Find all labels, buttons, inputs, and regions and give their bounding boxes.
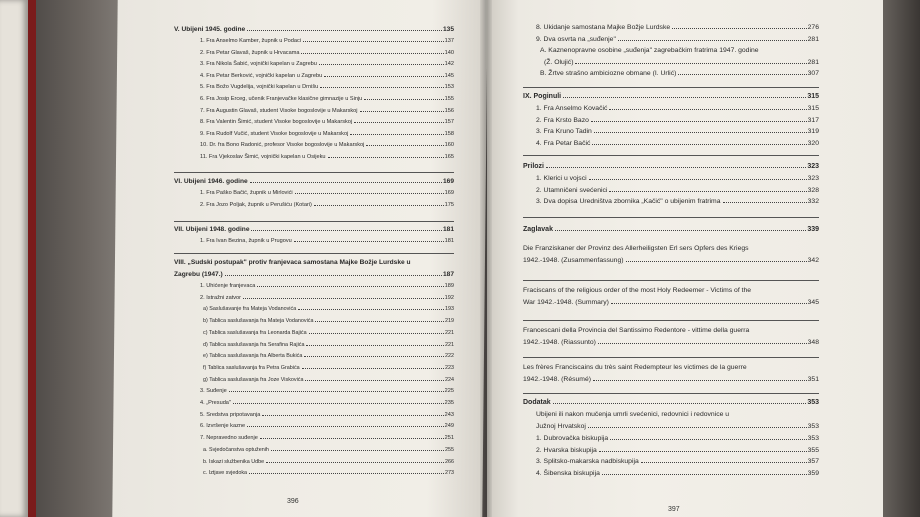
- toc-entry: [536, 198, 819, 205]
- entry-title: 5. Fra Božo Vugdelija, vojnički kapelan u Drnišu: [200, 84, 319, 91]
- page-ref: 225: [444, 388, 454, 395]
- section-title: Zagrebu (1947.): [174, 271, 223, 278]
- page-ref: 181: [442, 226, 454, 233]
- entry-title: 4. Fra Petar Berković, vojnički kapelan u Zagrebu: [200, 72, 323, 79]
- page-ref: 181: [444, 238, 454, 244]
- page-ref: 273: [445, 470, 454, 477]
- page-ref: 328: [807, 186, 819, 194]
- toc-entry: [536, 105, 819, 112]
- entry-title: 2. Utamničeni svećenici: [536, 186, 608, 194]
- separator: [523, 217, 819, 218]
- separator: [523, 87, 819, 88]
- entry-title: e) Tablica saslušavanja fra Alberta Bukića: [203, 353, 303, 360]
- entry-title: 3. Dva dopisa Uredništva zbornika „Kačić" o ubijenim fratrima: [536, 198, 721, 206]
- right-page-number: 397: [668, 506, 680, 513]
- entry-title: 3. Suđenje: [200, 388, 227, 395]
- page-ref: 165: [444, 154, 454, 160]
- page-ref: 221: [445, 329, 454, 336]
- dodatak-intro: [536, 423, 819, 430]
- summary-entry: [523, 299, 819, 306]
- entry-title: b. Iskazi službenika Udbe: [203, 458, 265, 465]
- summary-entry: [523, 376, 819, 383]
- toc-entry: [536, 175, 819, 182]
- page-ref: 320: [807, 139, 819, 147]
- section-title: Dodatak: [523, 399, 551, 406]
- entry-title: 2. Fra Krsto Bazo: [536, 116, 589, 124]
- entry-title: d) Tablica saslušavanja fra Serafina Rajića: [203, 341, 305, 348]
- page-ref: 169: [442, 178, 454, 185]
- page-ref: 266: [445, 458, 454, 465]
- page-ref: 221: [445, 341, 454, 348]
- section-title: VI. Ubijeni 1946. godine: [174, 178, 248, 185]
- toc-entry: [536, 140, 819, 147]
- page-ref: 251: [444, 435, 454, 442]
- summary-line: Les frères Franciscains du très saint Redempteur les victimes de la guerre: [523, 364, 747, 371]
- page-ref: 219: [445, 318, 454, 325]
- page-ref: 319: [807, 128, 819, 136]
- page-ref: 169: [444, 190, 454, 196]
- section-title: Prilozi: [523, 163, 545, 170]
- page-ref: 281: [807, 35, 819, 43]
- page-ref: 353: [807, 423, 819, 430]
- separator: [523, 280, 819, 281]
- page-ref: 155: [444, 96, 454, 102]
- page-ref: 339: [807, 226, 819, 233]
- section-title: VII. Ubijeni 1948. godine: [174, 226, 250, 233]
- page-ref: 353: [807, 435, 819, 442]
- entry-title: B. Žrtve strašno ambiciozne obmane (I. Urlić): [540, 70, 677, 77]
- toc-entry: [536, 447, 819, 454]
- entry-title: c. Iztjave svjedoka: [203, 470, 248, 477]
- page-ref: 359: [807, 469, 819, 477]
- page-ref: 345: [807, 299, 819, 306]
- page-ref: 342: [807, 257, 819, 264]
- page-ref: 189: [444, 283, 454, 289]
- page-ref: 187: [442, 271, 454, 278]
- entry-title: f) Tablica saslušavanja fra Petra Grabića: [203, 364, 300, 371]
- summary-entry: [523, 339, 819, 346]
- entry-title: 1. Klerici u vojsci: [536, 175, 587, 182]
- entry-title: 7. Fra Augustin Glavaš, student Visoke bogoslovije u Makarskoj: [200, 107, 358, 114]
- page-ref: 175: [444, 201, 454, 208]
- entry-title: 4. „Presuda": [200, 400, 231, 406]
- page-ref: 135: [442, 26, 454, 33]
- page-ref: 137: [444, 38, 454, 44]
- entry-title: a) Saslušavanje fra Mateja Vodanovića: [203, 306, 297, 313]
- page-ref: 140: [444, 49, 454, 56]
- toc-entry: [536, 117, 819, 124]
- entry-title: 1. Fra Anselmo Kovačić: [536, 105, 608, 112]
- page-ref: 142: [444, 61, 454, 68]
- toc-entry: [536, 458, 819, 465]
- page-ref: 193: [445, 306, 454, 313]
- entry-title: 8. Ukidanje samostana Majke Božje Lurdske: [536, 24, 671, 31]
- section-prilozi: [523, 163, 819, 170]
- entry-title: 8. Fra Valentin Šimić, student Visoke bogoslovije u Makarskoj: [200, 119, 353, 126]
- entry-title: 10. Dr. fra Bono Radonić, profesor Visoke bogoslovije u Makarskoj: [200, 142, 365, 149]
- page-ref: 353: [807, 399, 819, 406]
- entry-title: 5. Sredstva pripotavanja: [200, 411, 261, 418]
- entry-title: a. Svjedočanstva optuženih: [203, 446, 269, 453]
- entry-title: 1. Fra Anselmo Kamber, župnik u Podaci: [200, 38, 302, 44]
- entry-title: 3. Fra Kruno Tadin: [536, 128, 592, 136]
- page-ref: 355: [807, 446, 819, 454]
- entry-title: 3. Splitsko-makarska nadbiskupija: [536, 458, 639, 466]
- page-ref: 160: [444, 142, 454, 149]
- entry-title: 1. Fra Paško Bačić, župnik u Mirlovići: [200, 190, 293, 196]
- page-ref: 223: [445, 364, 454, 371]
- entry-title: (Ž. Olujić): [544, 58, 574, 66]
- summary-line: Fraciscans of the religious order of the most Holy Redeemer - Victims of the: [523, 287, 752, 294]
- toc-entry: [536, 128, 819, 135]
- toc-entry: [536, 435, 819, 442]
- entry-title: 1. Uhićenje franjevaca: [200, 283, 256, 289]
- entry-title: 6. Izvršenje kazne: [200, 423, 246, 430]
- entry-title: 2. Fra Petar Glavaš, župnik u Hrvacama: [200, 49, 300, 56]
- toc-entry: [536, 470, 819, 477]
- page-ref: 224: [445, 376, 454, 383]
- separator: [523, 393, 819, 394]
- entry-title: 7. Nepravedno suđenje: [200, 435, 258, 442]
- page-ref: 255: [445, 446, 454, 453]
- entry-title: b) Tablica saslušavanja fra Mateja Vodanovića: [203, 318, 314, 325]
- section-zaglavak: [523, 226, 819, 233]
- entry-title: g) Tablica saslušavanja fra Joze Viskovića: [203, 376, 304, 383]
- page-ref: 235: [444, 400, 454, 406]
- page-ref: 145: [444, 72, 454, 79]
- page-ref: 332: [807, 198, 819, 206]
- section-ix: [523, 93, 819, 100]
- entry-title: 1942.-1948. (Riassunto): [523, 339, 596, 346]
- left-page-number: 396: [287, 498, 299, 505]
- entry-title: 4. Fra Petar Bačić: [536, 139, 591, 147]
- toc-entry: [544, 59, 819, 66]
- entry-title: A. Kaznenopravne osobine „suđenja" zagrebačkim fratrima 1947. godine: [540, 47, 759, 54]
- toc-entry: [540, 70, 819, 77]
- entry-title: 2. Istražni zatvor: [200, 294, 242, 301]
- entry-title: 2. Fra Jozo Poljak, župnik u Perušiću (Kotari): [200, 201, 312, 208]
- entry-title: 3. Fra Nikola Šabić, vojnički kapelan u Zagrebu: [200, 61, 317, 68]
- section-viii-title: VIII. „Sudski postupak" protiv franjevaca samostana Majke Božje Lurdske u: [174, 259, 411, 266]
- page-ref: 315: [807, 105, 819, 112]
- section-dodatak: [523, 399, 819, 406]
- entry-title: 9. Dva osvrta na „suđenje": [536, 35, 616, 43]
- summary-line: Die Franziskaner der Provinz des Allerheiligsten Erl sers Opfers des Kriegs: [523, 245, 749, 252]
- page-ref: 323: [807, 175, 819, 182]
- toc-entry: [536, 36, 819, 43]
- entry-title: 4. Šibenska biskupija: [536, 469, 600, 477]
- page-ref: 281: [807, 58, 819, 66]
- summary-entry: [523, 257, 819, 264]
- section-title: Zaglavak: [523, 226, 553, 233]
- entry-title: 1942.-1948. (Zusammenfassung): [523, 257, 624, 264]
- page-ref: 249: [444, 423, 454, 430]
- page-ref: 351: [807, 376, 819, 383]
- page-ref: 243: [444, 411, 454, 418]
- entry-title: 9. Fra Rudolf Vučić, student Visoke bogoslovije u Makarskoj: [200, 130, 349, 137]
- entry-title: 2. Hvarska biskupija: [536, 446, 597, 454]
- separator: [523, 320, 819, 321]
- page-ref: 157: [444, 119, 454, 126]
- page-ref: 323: [807, 163, 819, 170]
- entry-title: 1942.-1948. (Résumé): [523, 376, 592, 383]
- page-ref: 192: [444, 294, 454, 301]
- page-ref: 156: [444, 107, 454, 114]
- page-ref: 307: [807, 70, 819, 77]
- page-ref: 158: [444, 130, 454, 137]
- entry-title: Južnoj Hrvatskoj: [536, 423, 586, 430]
- entry-title: c) Tablica saslušavanja fra Leonarda Bajića: [203, 329, 307, 336]
- entry-title: 6. Fra Josip Erceg, učenik Franjevačke klasične gimnazije u Sinju: [200, 96, 363, 102]
- entry-title: 11. Fra Vjekoslav Šimić, vojnički kapelan u Osijeku: [200, 154, 326, 160]
- toc-entry: [536, 187, 819, 194]
- toc-entry: [540, 47, 819, 54]
- entry-title: War 1942.-1948. (Summary): [523, 299, 609, 306]
- entry-title: 1. Dubrovačka biskupija: [536, 435, 609, 442]
- toc-entry: [536, 24, 819, 31]
- section-title: V. Ubijeni 1945. godine: [174, 26, 246, 33]
- separator: [523, 357, 819, 358]
- page-ref: 276: [807, 24, 819, 31]
- page-ref: 222: [445, 353, 454, 360]
- page-ref: 317: [807, 116, 819, 124]
- page-ref: 153: [444, 84, 454, 91]
- page-ref: 357: [807, 458, 819, 466]
- entry-title: 1. Fra Ivan Bezina, župnik u Prugovu: [200, 238, 292, 244]
- summary-line: Francescani della Provincia del Santissimo Redentore - vittime della guerra: [523, 327, 750, 334]
- page-ref: 348: [807, 339, 819, 346]
- page-ref: 315: [807, 93, 819, 100]
- section-title: IX. Poginuli: [523, 93, 562, 100]
- separator: [523, 155, 819, 156]
- dodatak-intro-line1: Ubijeni ili nakon mučenja umrli svećenici, redovnici i redovnice u: [536, 411, 730, 418]
